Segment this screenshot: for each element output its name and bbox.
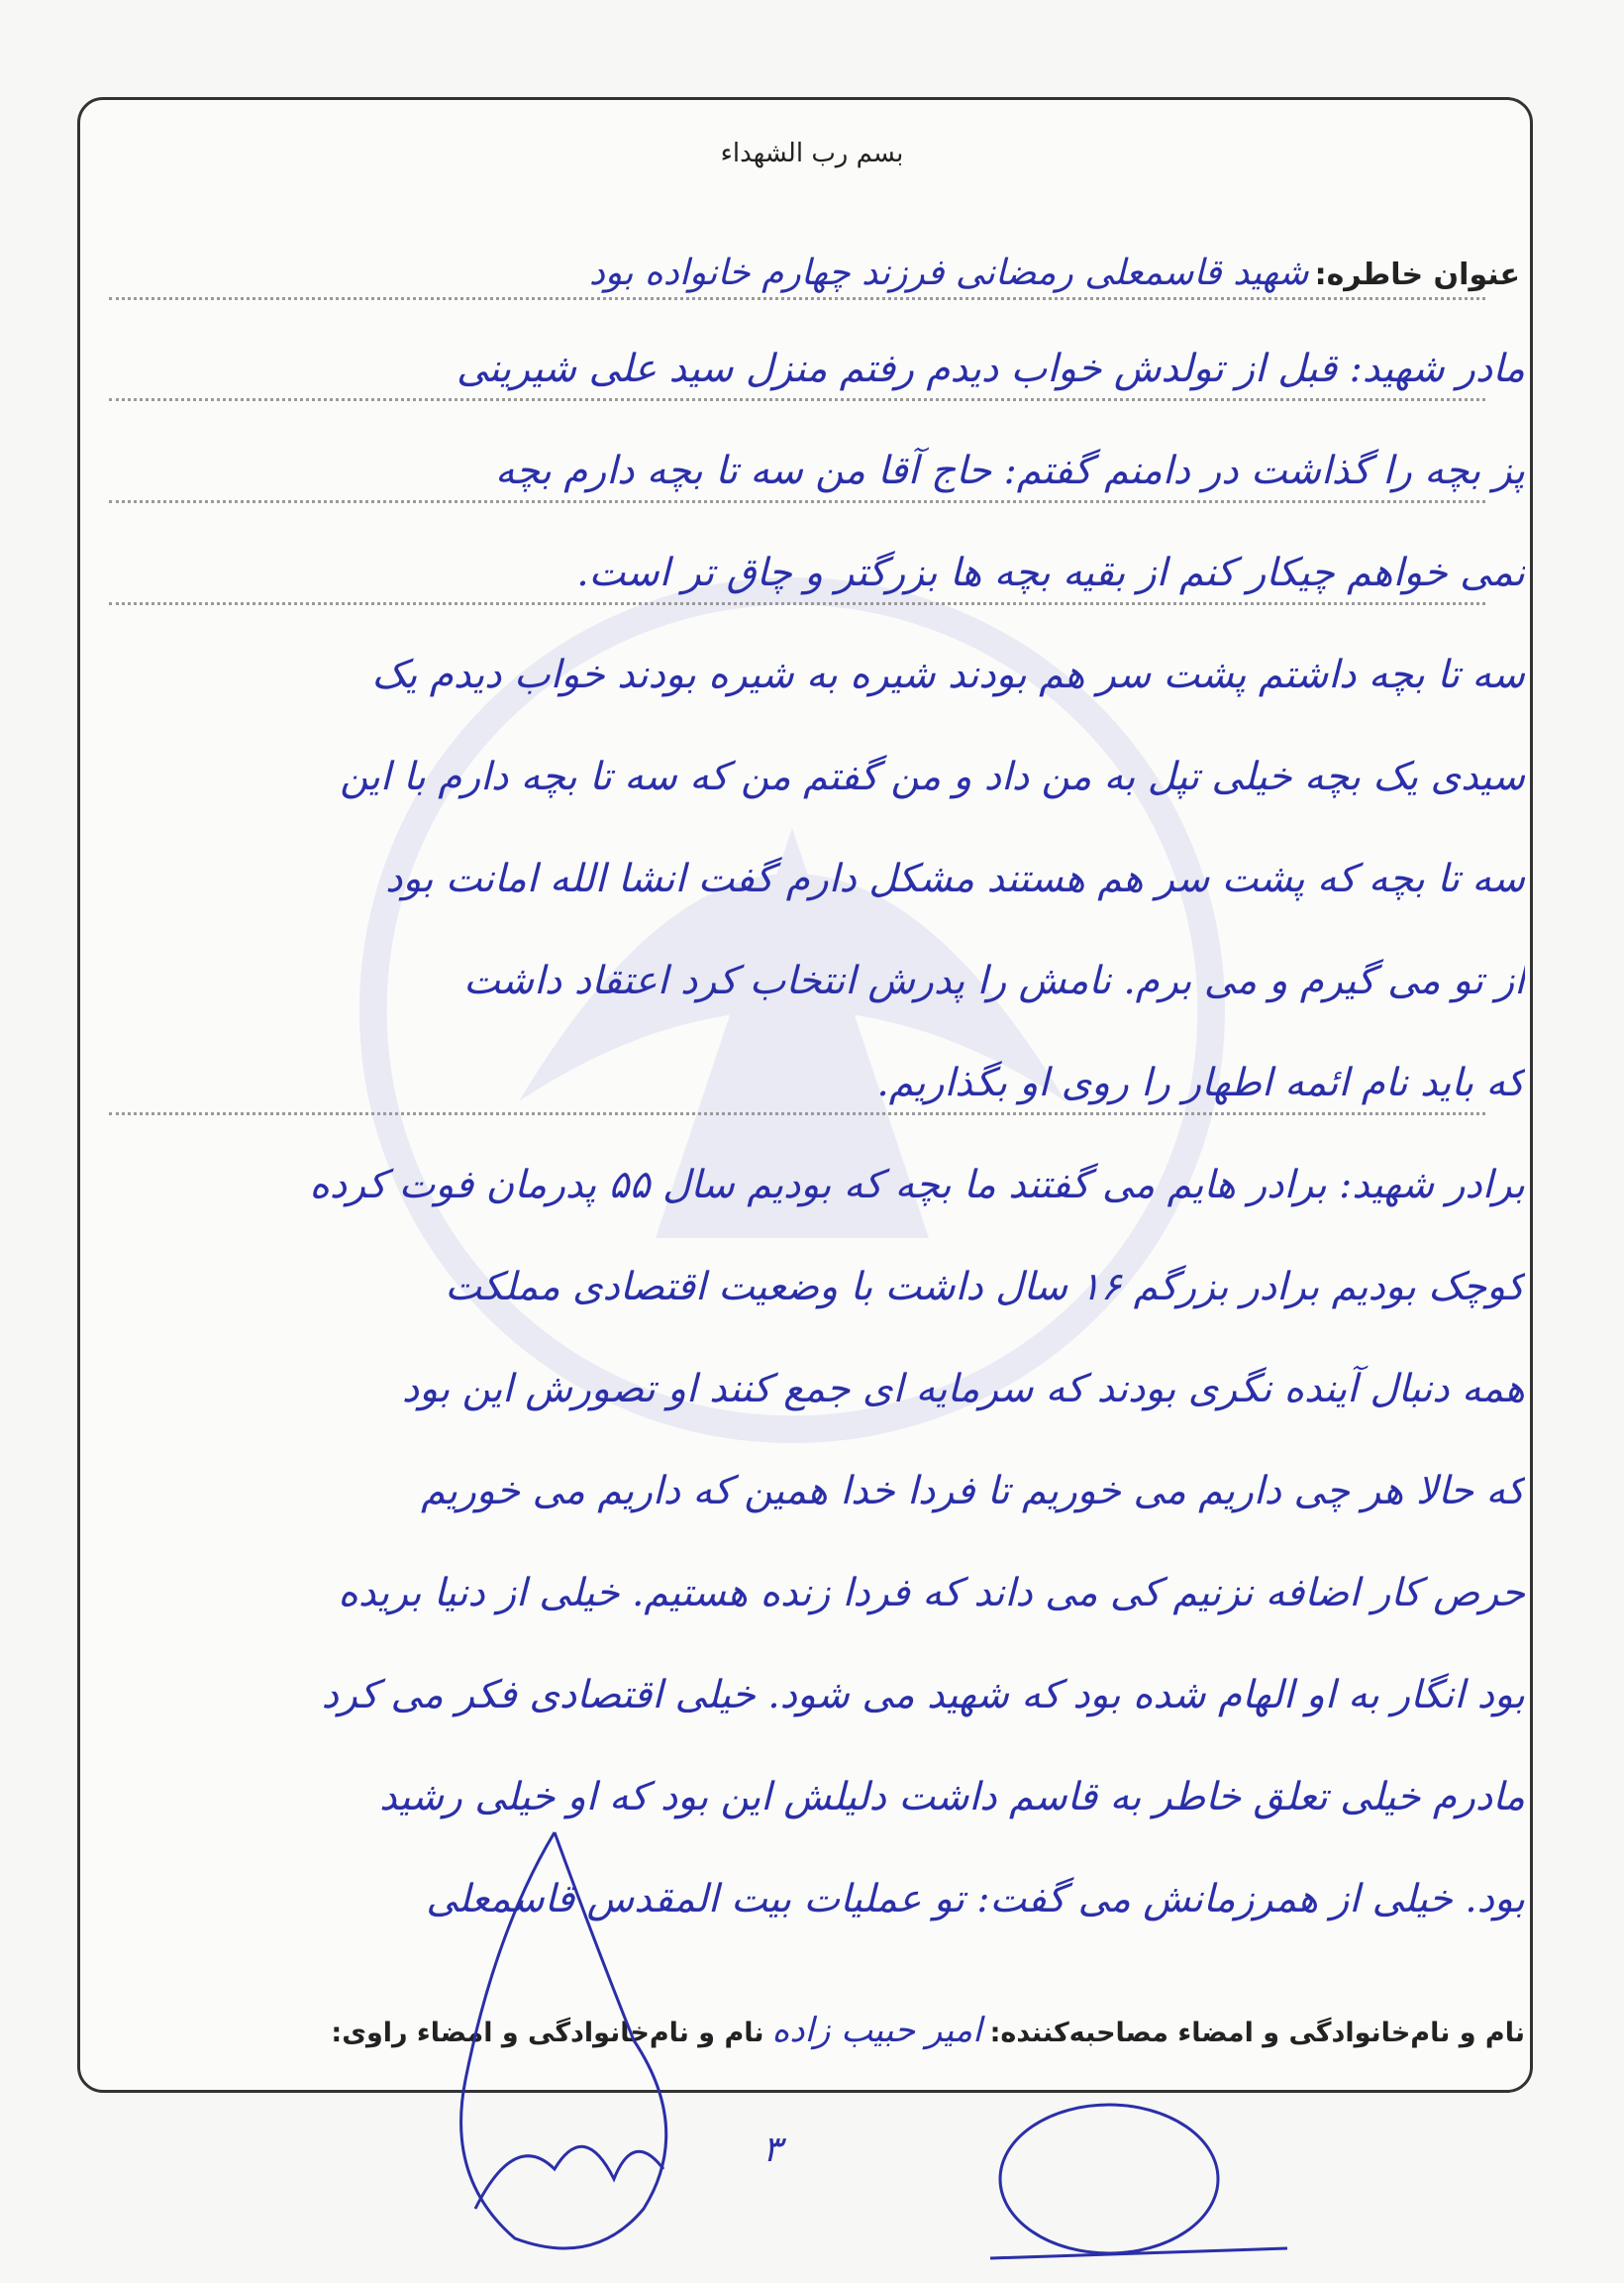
body-line: کوچک بودیم برادر بزرگم ۱۶ سال داشت با وضعیت اقتصادی مملکت: [445, 1265, 1525, 1309]
title-value: شهید قاسمعلی رمضانی فرزند چهارم خانواده بود: [588, 253, 1309, 293]
body-line: مادرم خیلی تعلق خاطر به قاسم داشت دلیلش این بود که او خیلی رشید: [379, 1775, 1525, 1819]
body-line: مادر شهید: قبل از تولدش خواب دیدم رفتم منزل سید علی شیرینی: [456, 347, 1525, 391]
page-header: بسم رب الشهداء: [720, 139, 904, 168]
body-line: پز بچه را گذاشت در دامنم گفتم: حاج آقا من سه تا بچه دارم بچه: [494, 449, 1525, 493]
body-line: که باید نام ائمه اطهار را روی او بگذاریم.: [876, 1061, 1525, 1105]
body-line: که حالا هر چی داریم می خوریم تا فردا خدا همین که داریم می خوریم: [421, 1469, 1525, 1513]
interviewer-signature: [461, 1832, 666, 2248]
interviewer-name: امیر حبیب زاده: [771, 2011, 982, 2050]
body-line: برادر شهید: برادر هایم می گفتند ما بچه که بودیم سال ۵۵ پدرمان فوت کرده: [309, 1163, 1525, 1207]
body-line: حرص کار اضافه نزنیم کی می داند که فردا زنده هستیم. خیلی از دنیا بریده: [338, 1571, 1525, 1615]
body-line: بود. خیلی از همرزمانش می گفت: تو عملیات بیت المقدس قاسمعلی: [426, 1877, 1525, 1921]
body-line: همه دنبال آینده نگری بودند که سرمایه ای جمع کنند او تصورش این بود: [401, 1367, 1525, 1411]
narrator-label: نام و نام‌خانوادگی و امضاء راوی:: [331, 2018, 764, 2048]
interviewer-label: نام و نام‌خانوادگی و امضاء مصاحبه‌کننده:: [989, 2018, 1525, 2048]
page-number: ۳: [762, 2129, 782, 2170]
body-line: سه تا بچه داشتم پشت سر هم بودند شیره به شیره بودند خواب دیدم یک: [371, 653, 1525, 697]
body-line: بود انگار به او الهام شده بود که شهید می شود. خیلی اقتصادی فکر می کرد: [321, 1673, 1525, 1717]
body-line: سه تا بچه که پشت سر هم هستند مشکل دارم گفت انشا الله امانت بود: [385, 857, 1525, 901]
body-line: سیدی یک بچه خیلی تپل به من داد و من گفتم من که سه تا بچه دارم با این: [340, 755, 1525, 799]
body-line: نمی خواهم چیکار کنم از بقیه بچه ها بزرگتر و چاق تر است.: [576, 551, 1525, 595]
body-line: از تو می گیرم و می برم. نامش را پدرش انتخاب کرد اعتقاد داشت: [463, 959, 1525, 1003]
interviewer-signature-scribble: [475, 2146, 663, 2209]
narrator-signature: [1000, 2105, 1218, 2253]
title-label: عنوان خاطره:: [1314, 258, 1520, 292]
